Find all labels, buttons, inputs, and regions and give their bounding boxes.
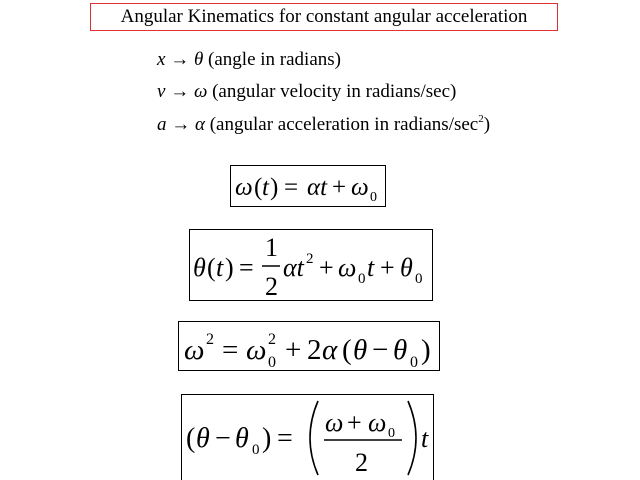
svg-text:ω: ω bbox=[184, 334, 205, 366]
svg-text:θ: θ bbox=[196, 423, 210, 454]
mapping-velocity bbox=[157, 80, 456, 104]
mapping-description: (angular acceleration in radians/sec bbox=[209, 114, 479, 135]
svg-text:2: 2 bbox=[306, 251, 314, 267]
svg-text:2: 2 bbox=[307, 334, 322, 366]
svg-text:): ) bbox=[421, 334, 431, 366]
svg-text:=: = bbox=[277, 423, 293, 454]
svg-text:ω: ω bbox=[246, 334, 267, 366]
arrow-icon: → bbox=[170, 49, 190, 70]
equation-average-velocity-formula bbox=[182, 395, 433, 480]
svg-text:−: − bbox=[215, 423, 231, 454]
svg-text:(: ( bbox=[342, 334, 352, 366]
svg-text:(: ( bbox=[186, 423, 196, 454]
svg-text:t: t bbox=[262, 174, 269, 201]
svg-text:): ) bbox=[270, 174, 279, 201]
svg-text:0: 0 bbox=[388, 426, 395, 441]
angular-symbol-theta: θ bbox=[193, 49, 204, 70]
linear-symbol-x: x bbox=[157, 49, 166, 70]
arrow-icon: → bbox=[170, 81, 190, 102]
svg-text:0: 0 bbox=[370, 190, 377, 205]
svg-text:0: 0 bbox=[268, 354, 276, 370]
equation-velocity-time bbox=[230, 165, 386, 207]
svg-text:(: ( bbox=[207, 253, 216, 282]
svg-text:t: t bbox=[367, 253, 375, 282]
svg-text:θ: θ bbox=[400, 253, 413, 282]
svg-text:t: t bbox=[421, 424, 429, 453]
equation-angle-time bbox=[189, 229, 433, 301]
mapping-description-end: ) bbox=[483, 114, 491, 135]
angular-symbol-alpha: α bbox=[195, 114, 205, 135]
svg-text:θ: θ bbox=[193, 253, 206, 282]
svg-text:αt: αt bbox=[307, 174, 328, 201]
svg-text:αt: αt bbox=[283, 253, 304, 282]
svg-text:2: 2 bbox=[206, 331, 214, 348]
linear-symbol-a: a bbox=[157, 114, 167, 135]
svg-text:(: ( bbox=[254, 174, 263, 201]
mapping-acceleration bbox=[157, 113, 490, 137]
svg-text:1: 1 bbox=[265, 233, 278, 262]
squared-superscript: 2 bbox=[478, 113, 484, 125]
mapping-description: (angle in radians) bbox=[208, 49, 341, 70]
svg-text:+: + bbox=[285, 334, 302, 366]
svg-text:=: = bbox=[284, 174, 299, 201]
svg-text:−: − bbox=[372, 334, 389, 366]
svg-text:ω: ω bbox=[368, 408, 387, 437]
mapping-angle bbox=[157, 48, 341, 72]
svg-text:): ) bbox=[262, 423, 272, 454]
angular-symbol-omega: ω bbox=[193, 81, 208, 102]
svg-text:+: + bbox=[380, 253, 395, 282]
equation-angle-time-formula bbox=[190, 230, 432, 300]
svg-text:=: = bbox=[239, 253, 254, 282]
svg-text:2: 2 bbox=[355, 448, 368, 477]
svg-text:θ: θ bbox=[393, 334, 408, 366]
svg-text:=: = bbox=[222, 334, 239, 366]
mapping-description: (angular velocity in radians/sec) bbox=[212, 81, 457, 102]
equation-velocity-angle-formula bbox=[179, 322, 439, 370]
svg-text:+: + bbox=[347, 408, 362, 437]
svg-text:+: + bbox=[332, 174, 347, 201]
svg-text:t: t bbox=[216, 253, 224, 282]
slide-title: Angular Kinematics for constant angular acceleration bbox=[90, 3, 558, 31]
svg-text:0: 0 bbox=[252, 442, 260, 458]
svg-text:0: 0 bbox=[410, 354, 418, 370]
svg-text:): ) bbox=[225, 253, 234, 282]
svg-text:ω: ω bbox=[325, 408, 344, 437]
equation-average-velocity bbox=[181, 394, 434, 480]
svg-text:ω: ω bbox=[351, 174, 369, 201]
svg-text:0: 0 bbox=[415, 271, 423, 287]
equation-velocity-time-formula bbox=[231, 166, 385, 206]
svg-text:+: + bbox=[319, 253, 334, 282]
svg-text:α: α bbox=[322, 334, 338, 366]
arrow-icon: → bbox=[171, 114, 191, 135]
svg-text:2: 2 bbox=[265, 272, 278, 300]
svg-text:2: 2 bbox=[268, 331, 276, 348]
svg-text:θ: θ bbox=[353, 334, 368, 366]
svg-text:ω: ω bbox=[338, 253, 357, 282]
svg-text:ω: ω bbox=[235, 174, 253, 201]
equation-velocity-angle bbox=[178, 321, 440, 371]
linear-symbol-v: v bbox=[157, 81, 166, 102]
svg-text:0: 0 bbox=[358, 271, 366, 287]
svg-text:θ: θ bbox=[235, 423, 249, 454]
